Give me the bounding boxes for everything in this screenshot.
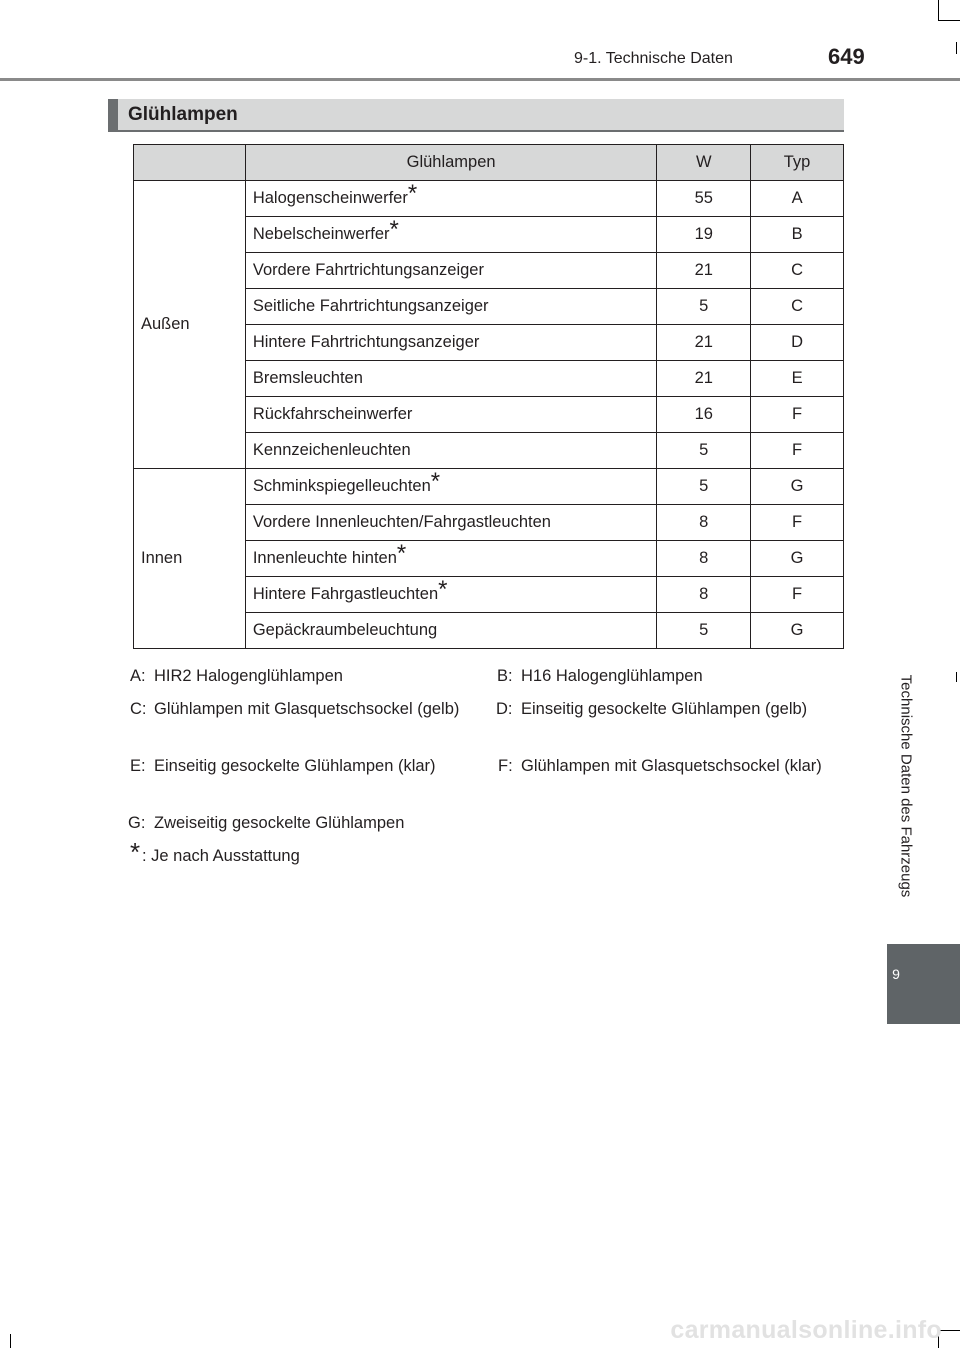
table-row bbox=[134, 469, 844, 505]
bulb-watt: 21 bbox=[657, 325, 751, 361]
bulb-watt: 16 bbox=[657, 397, 751, 433]
crop-mark bbox=[10, 1334, 11, 1348]
legend-item-f bbox=[498, 754, 833, 802]
crop-mark bbox=[938, 20, 960, 21]
bulb-type: E bbox=[751, 361, 844, 397]
bulb-type: F bbox=[751, 433, 844, 469]
chapter-tab bbox=[887, 944, 960, 1024]
table-row bbox=[134, 181, 844, 217]
legend-item-e bbox=[130, 754, 466, 802]
legend-key: C: bbox=[130, 700, 147, 718]
bulb-type: G bbox=[751, 613, 844, 649]
bulb-name: Gepäckraumbeleuchtung bbox=[245, 613, 657, 649]
bulb-type: G bbox=[751, 469, 844, 505]
header-type: Typ bbox=[751, 145, 844, 181]
running-header: 9-1. Technische Daten bbox=[574, 50, 733, 67]
legend-item-c bbox=[130, 697, 466, 745]
legend-key: B: bbox=[497, 667, 513, 685]
bulb-type: C bbox=[751, 253, 844, 289]
bulb-type: F bbox=[751, 577, 844, 613]
header-group bbox=[134, 145, 246, 181]
bulb-name: Nebelscheinwerfer* bbox=[245, 217, 657, 253]
legend-item-b bbox=[497, 664, 833, 688]
watermark: carmanualsonline.info bbox=[670, 1316, 942, 1344]
bulb-name: Seitliche Fahrtrichtungsanzeiger bbox=[245, 289, 657, 325]
header-rule bbox=[0, 78, 960, 81]
bulb-type: B bbox=[751, 217, 844, 253]
legend-text: Einseitig gesockelte Glühlampen (gelb) bbox=[521, 700, 808, 718]
footnote-star: * bbox=[438, 576, 448, 603]
legend-key: G: bbox=[128, 814, 146, 832]
bulb-watt: 8 bbox=[657, 577, 751, 613]
bulb-name: Schminkspiegelleuchten* bbox=[245, 469, 657, 505]
legend-text: HIR2 Halogenglühlampen bbox=[154, 667, 343, 685]
bulb-type: A bbox=[751, 181, 844, 217]
bulb-name: Vordere Innenleuchten/Fahrgastleuchten bbox=[245, 505, 657, 541]
bulb-type: F bbox=[751, 505, 844, 541]
bulb-name: Kennzeichenleuchten bbox=[245, 433, 657, 469]
legend-key: E: bbox=[130, 757, 146, 775]
bulb-watt: 5 bbox=[657, 469, 751, 505]
bulb-watt: 21 bbox=[657, 253, 751, 289]
bulb-type: G bbox=[751, 541, 844, 577]
chapter-side-label: Technische Daten des Fahrzeugs bbox=[897, 674, 915, 898]
legend-key: F: bbox=[498, 757, 513, 775]
bulb-type: D bbox=[751, 325, 844, 361]
bulb-type: C bbox=[751, 289, 844, 325]
legend-item-a bbox=[130, 664, 466, 688]
bulb-watt: 21 bbox=[657, 361, 751, 397]
crop-mark bbox=[956, 672, 957, 682]
section-heading-bar bbox=[108, 99, 844, 131]
crop-mark bbox=[938, 0, 939, 20]
bulb-watt: 5 bbox=[657, 613, 751, 649]
bulb-name: Rückfahrscheinwerfer bbox=[245, 397, 657, 433]
bulb-watt: 8 bbox=[657, 505, 751, 541]
bulb-watt: 19 bbox=[657, 217, 751, 253]
table-header-row bbox=[134, 145, 844, 181]
legend-text: Glühlampen mit Glasquetschsockel (klar) bbox=[521, 757, 822, 775]
bulb-watt: 8 bbox=[657, 541, 751, 577]
footnote-star: * bbox=[430, 468, 441, 495]
section-rule bbox=[108, 130, 844, 132]
bulb-name: Hintere Fahrtrichtungsanzeiger bbox=[245, 325, 657, 361]
legend-text: Zweiseitig gesockelte Glühlampen bbox=[154, 814, 405, 832]
legend-key: A: bbox=[130, 667, 146, 685]
footnote-star: * bbox=[389, 216, 399, 243]
footnote-star: * bbox=[407, 180, 418, 207]
footnote-star: * bbox=[396, 540, 407, 567]
bulb-name: Hintere Fahrgastleuchten* bbox=[245, 577, 657, 613]
legend-key: D: bbox=[496, 700, 513, 718]
section-title: Glühlampen bbox=[128, 104, 238, 125]
legend-item-g bbox=[128, 811, 468, 835]
header-bulb: Glühlampen bbox=[245, 145, 657, 181]
bulb-table bbox=[133, 144, 844, 649]
bulb-name: Innenleuchte hinten* bbox=[245, 541, 657, 577]
crop-mark bbox=[956, 42, 957, 54]
header-watt: W bbox=[657, 145, 751, 181]
legend-text: H16 Halogenglühlampen bbox=[521, 667, 703, 685]
chapter-number: 9 bbox=[892, 966, 900, 982]
legend-text: Glühlampen mit Glasquetschsockel (gelb) bbox=[154, 700, 460, 718]
legend-footnote bbox=[130, 837, 466, 868]
group-label-innen: Innen bbox=[134, 469, 246, 649]
bulb-watt: 5 bbox=[657, 433, 751, 469]
bulb-name: Vordere Fahrtrichtungsanzeiger bbox=[245, 253, 657, 289]
bulb-name: Bremsleuchten bbox=[245, 361, 657, 397]
bulb-type: F bbox=[751, 397, 844, 433]
bulb-watt: 55 bbox=[657, 181, 751, 217]
bulb-watt: 5 bbox=[657, 289, 751, 325]
footnote-star: * bbox=[130, 837, 141, 867]
legend-item-d bbox=[496, 697, 833, 745]
legend-text: : Je nach Ausstattung bbox=[142, 847, 300, 865]
group-label-aussen: Außen bbox=[134, 181, 246, 469]
page-number: 649 bbox=[828, 44, 865, 69]
legend-text: Einseitig gesockelte Glühlampen (klar) bbox=[154, 757, 436, 775]
bulb-name: Halogenscheinwerfer* bbox=[245, 181, 657, 217]
